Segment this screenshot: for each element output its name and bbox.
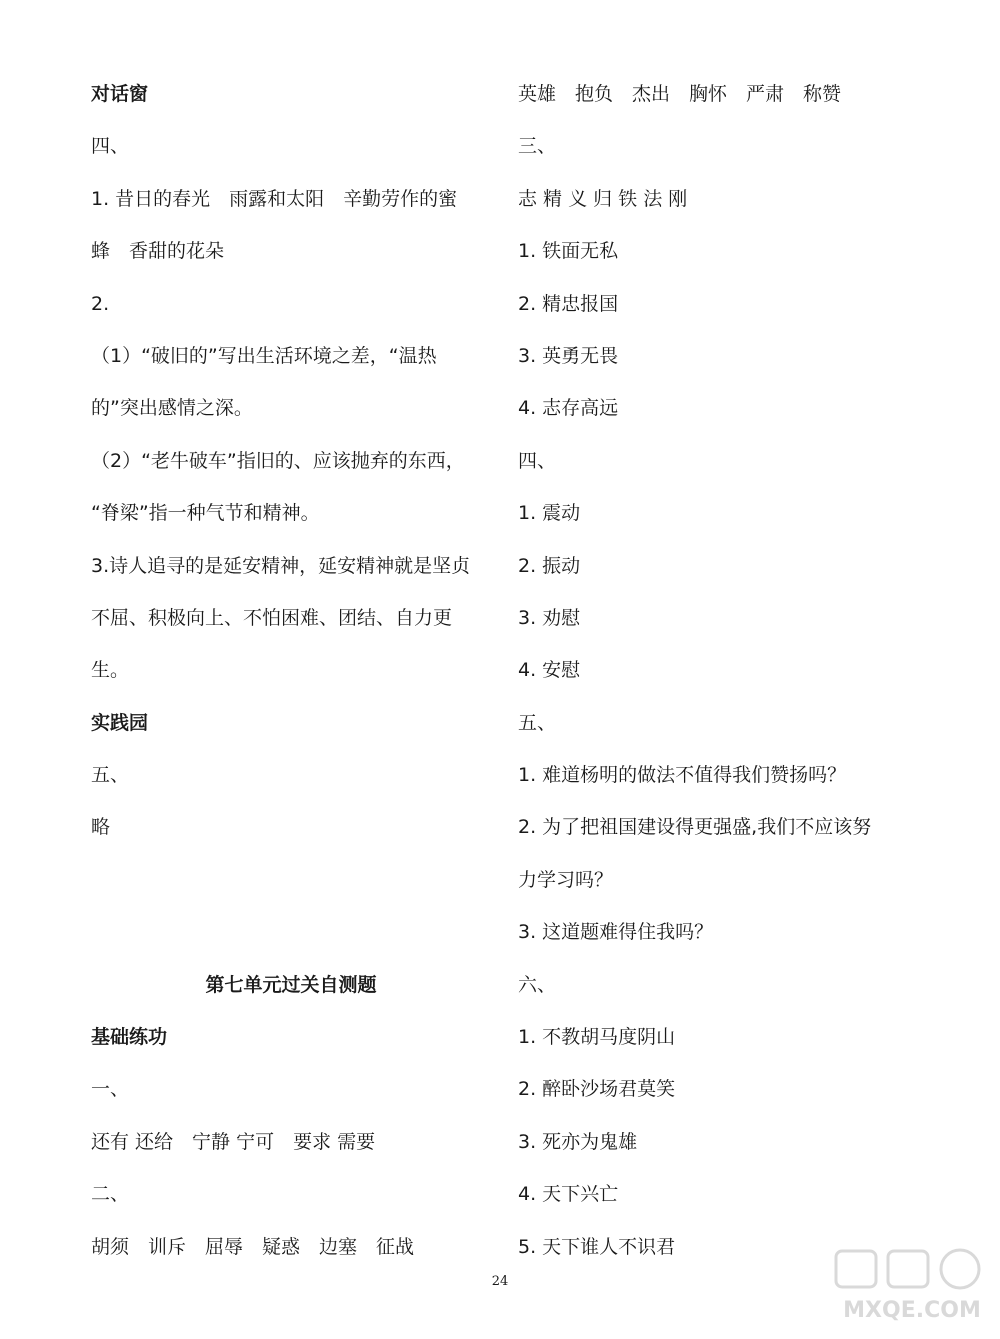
text-line: 四、 xyxy=(518,449,557,472)
text-line: 五、 xyxy=(518,711,557,734)
section-heading: 基础练功 xyxy=(91,1026,168,1049)
text-line: 还有 还给 宁静 宁可 要求 需要 xyxy=(91,1130,376,1153)
svg-text:MXQE.COM: MXQE.COM xyxy=(843,1298,981,1323)
text-line xyxy=(91,854,491,906)
text-line: 五、 xyxy=(91,764,130,787)
text-line: 5. 天下谁人不识君 xyxy=(518,1235,676,1258)
text-line: 3.诗人追寻的是延安精神，延安精神就是坚贞 xyxy=(91,554,471,577)
text-line: 1. 昔日的春光 雨露和太阳 辛勤劳作的蜜 xyxy=(91,187,458,210)
section-heading: 实践园 xyxy=(91,711,149,734)
text-line: 二、 xyxy=(91,1183,130,1206)
text-line: 力学习吗？ xyxy=(518,868,614,891)
text-line: 4. 志存高远 xyxy=(518,397,619,420)
left-column xyxy=(91,68,491,1273)
text-line: 六、 xyxy=(518,973,557,996)
right-column xyxy=(518,68,928,1273)
text-line: 2. 醉卧沙场君莫笑 xyxy=(518,1078,676,1101)
page-number: 24 xyxy=(491,1274,509,1289)
section-heading: 第七单元过关自测题 xyxy=(205,973,377,996)
text-line: 1. 铁面无私 xyxy=(518,240,619,263)
text-line: 不屈、积极向上、不怕困难、团结、自力更 xyxy=(91,606,453,629)
text-line: 四、 xyxy=(91,135,130,158)
text-line: 3. 英勇无畏 xyxy=(518,344,619,367)
text-line: 胡须 训斥 屈辱 疑惑 边塞 征战 xyxy=(91,1235,415,1258)
text-line: 4. 天下兴亡 xyxy=(518,1183,619,1206)
text-line: 3. 劝慰 xyxy=(518,606,581,629)
text-line: （1）“破旧的”写出生活环境之差，“温热 xyxy=(91,344,437,367)
text-line: 2. 为了把祖国建设得更强盛,我们不应该努 xyxy=(518,816,872,839)
text-line: 三、 xyxy=(518,135,557,158)
text-line: 2. 振动 xyxy=(518,554,581,577)
text-line: 生。 xyxy=(91,659,130,682)
text-line: 1. 不教胡马度阴山 xyxy=(518,1026,676,1049)
text-line: 1. 震动 xyxy=(518,502,581,525)
text-line: “脊梁”指一种气节和精神。 xyxy=(91,502,320,525)
text-line: 3. 死亦为鬼雄 xyxy=(518,1130,638,1153)
text-line: 1. 难道杨明的做法不值得我们赞扬吗？ xyxy=(518,764,847,787)
text-line: （2）“老牛破车”指旧的、应该抛弃的东西， xyxy=(91,449,465,472)
text-line: 一、 xyxy=(91,1078,130,1101)
text-line: 英雄 抱负 杰出 胸怀 严肃 称赞 xyxy=(518,83,842,105)
text-line: 2. xyxy=(91,292,110,315)
text-line: 蜂 香甜的花朵 xyxy=(91,240,225,263)
text-line: 的”突出感情之深。 xyxy=(91,397,253,420)
text-line: 3. 这道题难得住我吗？ xyxy=(518,921,714,944)
watermark-logo xyxy=(832,1245,992,1335)
text-line xyxy=(91,906,491,958)
text-line: 略 xyxy=(91,816,111,839)
section-heading: 对话窗 xyxy=(91,83,149,105)
text-line: 志 精 义 归 铁 法 刚 xyxy=(518,187,688,210)
text-line: 4. 安慰 xyxy=(518,659,581,682)
text-line: 2. 精忠报国 xyxy=(518,292,619,315)
